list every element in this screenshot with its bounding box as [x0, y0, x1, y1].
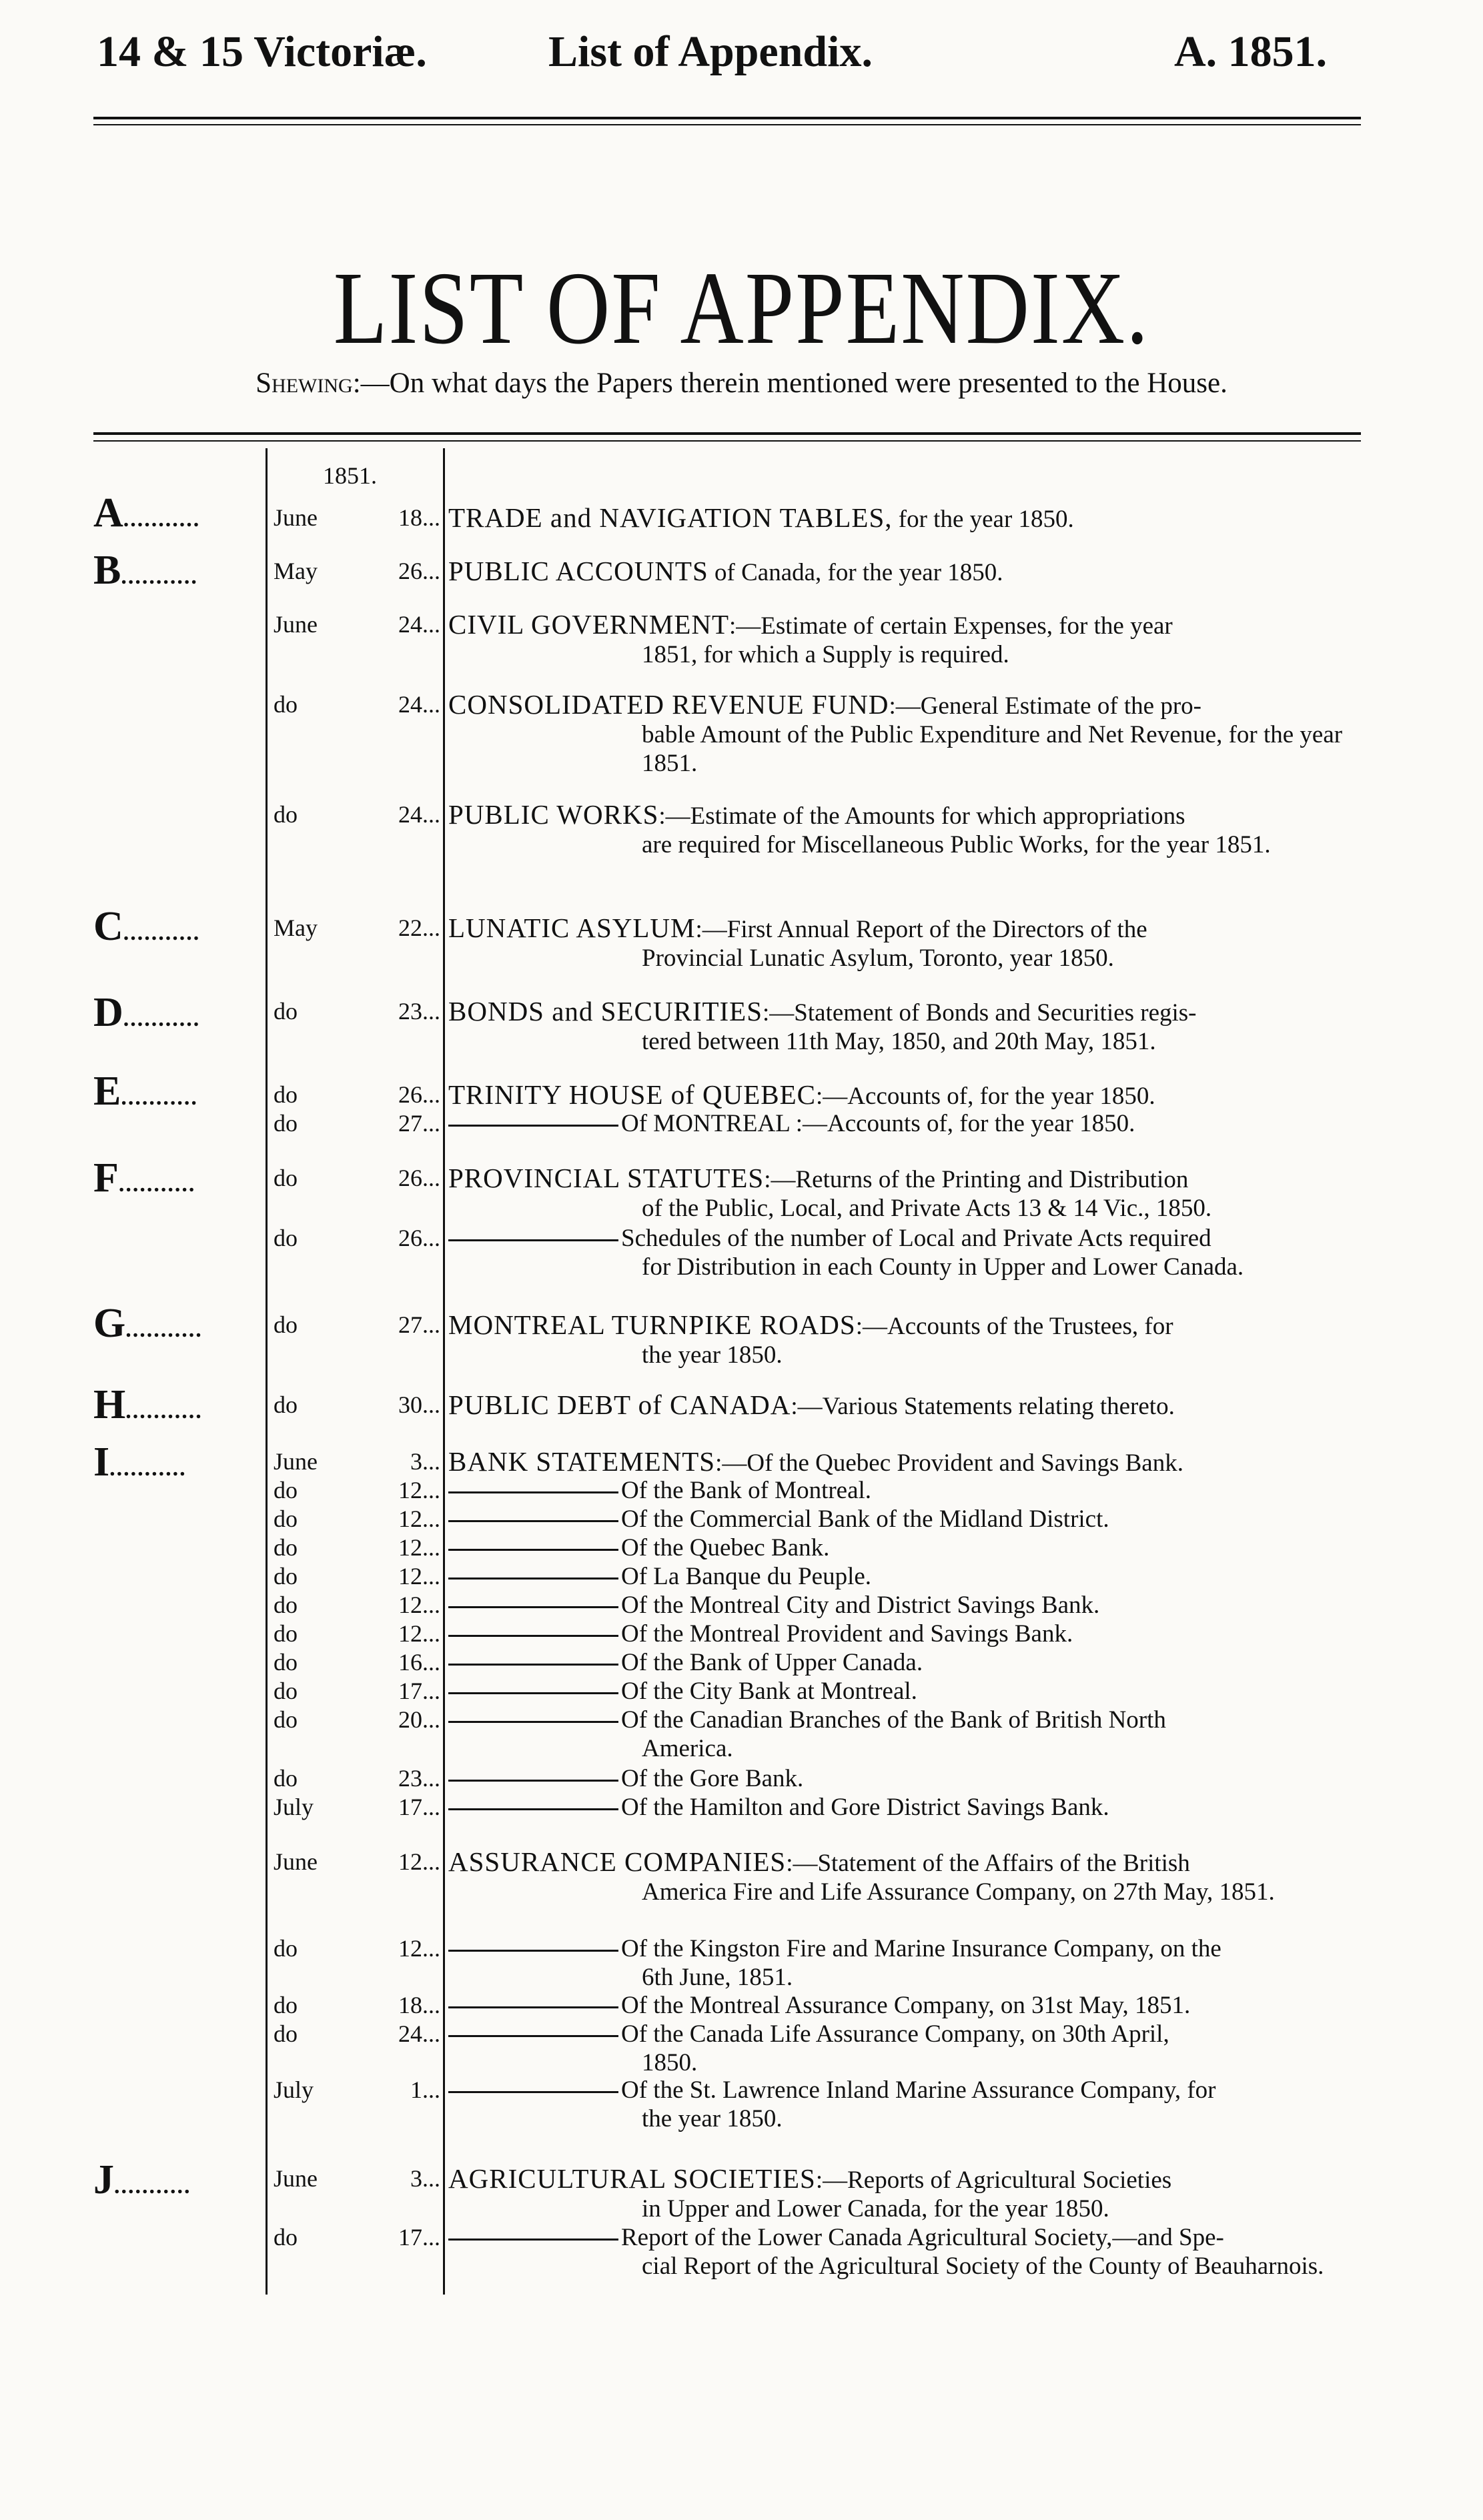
- entry-description: :—Statement of the Affairs of the British: [786, 1850, 1190, 1877]
- entry-text: [448, 1311, 1346, 1369]
- entry-day: 26...: [398, 558, 440, 584]
- entry-day: 12...: [398, 1477, 440, 1503]
- entry-month: do: [274, 1165, 298, 1191]
- entry-text: [448, 1081, 1346, 1111]
- entry-continuation: of the Public, Local, and Private Acts 13 & 14 Vic., 1850.: [642, 1195, 1212, 1222]
- appendix-letter-j: J...........: [93, 2157, 191, 2202]
- entry-heading: AGRICULTURAL SOCIETIES: [448, 2163, 816, 2194]
- entry-day: 24...: [398, 2020, 440, 2047]
- entry-month: July: [274, 2076, 314, 2103]
- entry-text: [448, 690, 1346, 778]
- ditto-dash: [448, 1692, 618, 1694]
- entry-continuation: are required for Miscellaneous Public Works, for the year 1851.: [642, 831, 1271, 858]
- entry-day: 17...: [398, 1678, 440, 1704]
- entry-text: [448, 2164, 1346, 2223]
- entry-description: :—Estimate of certain Expenses, for the year: [729, 612, 1173, 640]
- entry-month: June: [274, 504, 318, 531]
- entry-heading: CONSOLIDATED REVENUE FUND: [448, 689, 889, 720]
- entry-day: 1...: [410, 2076, 440, 2103]
- entry-continuation: for Distribution in each County in Upper and Lower Canada.: [642, 1253, 1244, 1281]
- entry-day: 18...: [398, 1992, 440, 2018]
- entry-description: for the year 1850.: [892, 506, 1074, 533]
- ditto-dash: [448, 1606, 618, 1608]
- entry-month: do: [274, 2020, 298, 2047]
- entry-day: 26...: [398, 1225, 440, 1251]
- entry-text: [448, 1706, 1346, 1763]
- header-rule-top: [93, 117, 1361, 119]
- entry-month: do: [274, 2224, 298, 2251]
- entry-continuation: Provincial Lunatic Asylum, Toronto, year 1850.: [642, 944, 1114, 972]
- entry-text: [448, 1934, 1346, 1992]
- entry-month: do: [274, 1225, 298, 1251]
- entry-description: :—Of the Quebec Provident and Savings Bank.: [715, 1449, 1183, 1477]
- entry-month: July: [274, 1794, 314, 1820]
- entry-day: 12...: [398, 1563, 440, 1590]
- entry-description: :—First Annual Report of the Directors of the: [695, 916, 1147, 943]
- entry-text: [448, 557, 1346, 587]
- entry-description: Schedules of the number of Local and Private Acts required: [621, 1225, 1211, 1252]
- column-rule-entry: [443, 448, 445, 2295]
- entry-text: [448, 1991, 1346, 2020]
- entry-text: [448, 1391, 1346, 1421]
- ditto-dash: [448, 1664, 618, 1666]
- ditto-dash: [448, 2239, 618, 2241]
- entry-text: [448, 2223, 1346, 2281]
- entry-description: Report of the Lower Canada Agricultural Society,—and Spe-: [621, 2224, 1224, 2251]
- entry-description: Of the Montreal Assurance Company, on 31st May, 1851.: [621, 1992, 1191, 2019]
- entry-day: 26...: [398, 1081, 440, 1108]
- appendix-letter-a: A...........: [93, 490, 201, 536]
- entry-continuation: 1850.: [642, 2049, 698, 2076]
- entry-description: Of the Commercial Bank of the Midland District.: [621, 1505, 1109, 1533]
- entry-text: [448, 1648, 1346, 1677]
- entry-month: do: [274, 1992, 298, 2018]
- appendix-letter-h: H...........: [93, 1382, 203, 1427]
- entry-description: Of the St. Lawrence Inland Marine Assurance Company, for: [621, 2076, 1216, 2104]
- entry-heading: MONTREAL TURNPIKE ROADS: [448, 1309, 856, 1340]
- entry-heading: PUBLIC DEBT of CANADA: [448, 1389, 791, 1420]
- entry-month: do: [274, 1081, 298, 1108]
- entry-text: [448, 1591, 1346, 1620]
- entry-day: 27...: [398, 1311, 440, 1338]
- entry-month: do: [274, 1477, 298, 1503]
- entry-description: Of the Montreal City and District Savings Bank.: [621, 1592, 1100, 1619]
- entry-day: 22...: [398, 914, 440, 941]
- year-label: 1851.: [323, 462, 377, 489]
- subtitle-text: :—On what days the Papers therein mentioned were presented to the House.: [352, 368, 1227, 399]
- entry-text: [448, 1533, 1346, 1562]
- entry-text: [448, 1476, 1346, 1505]
- entry-text: [448, 1793, 1346, 1822]
- entry-day: 23...: [398, 998, 440, 1025]
- entry-description: Of the Gore Bank.: [621, 1765, 804, 1792]
- entry-continuation: the year 1850.: [642, 1341, 783, 1369]
- entry-text: [448, 1505, 1346, 1533]
- entry-text: [448, 2076, 1346, 2133]
- entry-heading: TRINITY HOUSE of QUEBEC: [448, 1079, 817, 1110]
- entry-text: [448, 1764, 1346, 1793]
- entry-continuation: America.: [642, 1735, 733, 1762]
- entry-description: of Canada, for the year 1850.: [708, 559, 1003, 586]
- entry-day: 20...: [398, 1706, 440, 1733]
- entry-description: Of the Canadian Branches of the Bank of British North: [621, 1706, 1166, 1734]
- entry-day: 23...: [398, 1765, 440, 1792]
- appendix-letter-d: D...........: [93, 990, 201, 1035]
- entry-month: June: [274, 1448, 318, 1475]
- entry-description: Of the City Bank at Montreal.: [621, 1678, 917, 1705]
- entry-continuation: in Upper and Lower Canada, for the year 1850.: [642, 2195, 1109, 2223]
- ditto-dash: [448, 1780, 618, 1782]
- entry-month: do: [274, 1110, 298, 1137]
- entry-description: Of MONTREAL :—Accounts of, for the year 1850.: [621, 1110, 1135, 1137]
- entry-description: :—Various Statements relating thereto.: [791, 1393, 1175, 1420]
- entry-day: 12...: [398, 1505, 440, 1532]
- ditto-dash: [448, 1721, 618, 1723]
- entry-day: 3...: [410, 1448, 440, 1475]
- ditto-dash: [448, 2035, 618, 2037]
- subtitle-lead: Shewing: [256, 368, 353, 399]
- entry-description: :—Reports of Agricultural Societies: [815, 2166, 1172, 2194]
- ditto-dash: [448, 1808, 618, 1810]
- entry-month: do: [274, 1563, 298, 1590]
- entry-month: do: [274, 1678, 298, 1704]
- entry-day: 17...: [398, 1794, 440, 1820]
- entry-day: 12...: [398, 1592, 440, 1618]
- entry-continuation: 6th June, 1851.: [642, 1964, 793, 1991]
- entry-description: Of the Quebec Bank.: [621, 1534, 830, 1561]
- entry-day: 24...: [398, 611, 440, 638]
- entry-description: Of the Bank of Montreal.: [621, 1477, 872, 1504]
- entry-day: 27...: [398, 1110, 440, 1137]
- entry-day: 26...: [398, 1165, 440, 1191]
- entry-description: Of the Montreal Provident and Savings Bank.: [621, 1620, 1073, 1648]
- entry-month: do: [274, 1592, 298, 1618]
- entry-text: [448, 2020, 1346, 2077]
- entry-day: 30...: [398, 1391, 440, 1418]
- entry-day: 12...: [398, 1848, 440, 1875]
- entry-text: [448, 914, 1346, 973]
- entry-description: Of the Kingston Fire and Marine Insurance Company, on the: [621, 1935, 1221, 1962]
- entry-day: 18...: [398, 504, 440, 531]
- entry-description: Of La Banque du Peuple.: [621, 1563, 872, 1590]
- entry-description: :—Statement of Bonds and Securities regis-: [763, 999, 1197, 1027]
- entry-month: do: [274, 1620, 298, 1647]
- appendix-letter-e: E...........: [93, 1069, 198, 1114]
- entry-description: :—Accounts of, for the year 1850.: [816, 1083, 1155, 1110]
- entry-heading: PUBLIC ACCOUNTS: [448, 556, 708, 586]
- entry-continuation: America Fire and Life Assurance Company, on 27th May, 1851.: [642, 1878, 1275, 1906]
- entry-day: 12...: [398, 1620, 440, 1647]
- entry-description: :—Returns of the Printing and Distribution: [764, 1166, 1189, 1193]
- entry-continuation: the year 1850.: [642, 2105, 783, 2132]
- ditto-dash: [448, 1520, 618, 1522]
- entry-day: 12...: [398, 1534, 440, 1561]
- entry-day: 3...: [410, 2165, 440, 2192]
- entry-text: [448, 1109, 1346, 1138]
- ditto-dash: [448, 1549, 618, 1551]
- header-center: List of Appendix.: [548, 27, 873, 76]
- ditto-dash: [448, 2006, 618, 2008]
- ditto-dash: [448, 1635, 618, 1637]
- entry-heading: CIVIL GOVERNMENT: [448, 609, 730, 640]
- entry-day: 12...: [398, 1935, 440, 1962]
- entry-heading: TRADE and NAVIGATION TABLES,: [448, 502, 893, 533]
- header-rule-bottom: [93, 124, 1361, 125]
- ditto-dash: [448, 2091, 618, 2093]
- entry-description: Of the Hamilton and Gore District Savings Bank.: [621, 1794, 1109, 1821]
- entry-text: [448, 1677, 1346, 1706]
- entry-text: [448, 1224, 1346, 1281]
- entry-description: Of the Bank of Upper Canada.: [621, 1649, 923, 1676]
- entry-text: [448, 1164, 1346, 1223]
- table-rule-bottom: [93, 440, 1361, 442]
- entry-day: 17...: [398, 2224, 440, 2251]
- appendix-letter-g: G...........: [93, 1301, 203, 1346]
- entry-text: [448, 504, 1346, 534]
- entry-description: :—Estimate of the Amounts for which appropriations: [658, 802, 1185, 830]
- entry-text: [448, 800, 1346, 859]
- entry-month: do: [274, 1534, 298, 1561]
- entry-month: June: [274, 1848, 318, 1875]
- entry-month: May: [274, 558, 318, 584]
- appendix-letter-f: F...........: [93, 1155, 196, 1201]
- ditto-dash: [448, 1125, 618, 1127]
- entry-text: [448, 1562, 1346, 1591]
- entry-day: 24...: [398, 691, 440, 718]
- entry-text: [448, 1848, 1346, 1906]
- entry-continuation: tered between 11th May, 1850, and 20th May, 1851.: [642, 1028, 1156, 1055]
- entry-month: do: [274, 1935, 298, 1962]
- entry-month: do: [274, 691, 298, 718]
- entry-month: do: [274, 1765, 298, 1792]
- appendix-letter-i: I...........: [93, 1439, 187, 1485]
- ditto-dash: [448, 1491, 618, 1493]
- entry-continuation: cial Report of the Agricultural Society of the County of Beauharnois.: [642, 2253, 1324, 2280]
- page-title: LIST OF APPENDIX.: [333, 249, 1150, 366]
- entry-description: Of the Canada Life Assurance Company, on 30th April,: [621, 2020, 1169, 2048]
- header-left: 14 & 15 Victoriæ.: [97, 27, 427, 76]
- appendix-letter-c: C...........: [93, 904, 201, 949]
- entry-month: do: [274, 801, 298, 828]
- page-subtitle: [0, 367, 1483, 400]
- header-right: A. 1851.: [1174, 27, 1328, 76]
- entry-text: [448, 1620, 1346, 1648]
- entry-heading: PUBLIC WORKS: [448, 799, 659, 830]
- ditto-dash: [448, 1578, 618, 1580]
- entry-description: :—Accounts of the Trustees, for: [855, 1313, 1173, 1340]
- entry-description: :—General Estimate of the pro-: [889, 692, 1201, 720]
- entry-heading: ASSURANCE COMPANIES: [448, 1846, 787, 1877]
- entry-month: June: [274, 611, 318, 638]
- entry-day: 24...: [398, 801, 440, 828]
- entry-text: [448, 610, 1346, 669]
- entry-text: [448, 997, 1346, 1056]
- entry-day: 16...: [398, 1649, 440, 1676]
- entry-continuation: bable Amount of the Public Expenditure and Net Revenue, for the year 1851.: [642, 721, 1343, 777]
- ditto-dash: [448, 1950, 618, 1952]
- entry-heading: LUNATIC ASYLUM: [448, 912, 696, 943]
- entry-month: do: [274, 1649, 298, 1676]
- appendix-letter-b: B...........: [93, 548, 198, 593]
- table-rule-top: [93, 432, 1361, 435]
- entry-continuation: 1851, for which a Supply is required.: [642, 641, 1009, 668]
- entry-heading: BONDS and SECURITIES: [448, 996, 763, 1027]
- entry-text: [448, 1447, 1346, 1477]
- column-rule-date: [266, 448, 268, 2295]
- entry-month: do: [274, 998, 298, 1025]
- entry-month: do: [274, 1391, 298, 1418]
- ditto-dash: [448, 1239, 618, 1241]
- entry-month: do: [274, 1706, 298, 1733]
- entry-month: do: [274, 1311, 298, 1338]
- entry-month: do: [274, 1505, 298, 1532]
- entry-month: June: [274, 2165, 318, 2192]
- entry-month: May: [274, 914, 318, 941]
- entry-heading: BANK STATEMENTS: [448, 1446, 716, 1477]
- entry-heading: PROVINCIAL STATUTES: [448, 1163, 765, 1193]
